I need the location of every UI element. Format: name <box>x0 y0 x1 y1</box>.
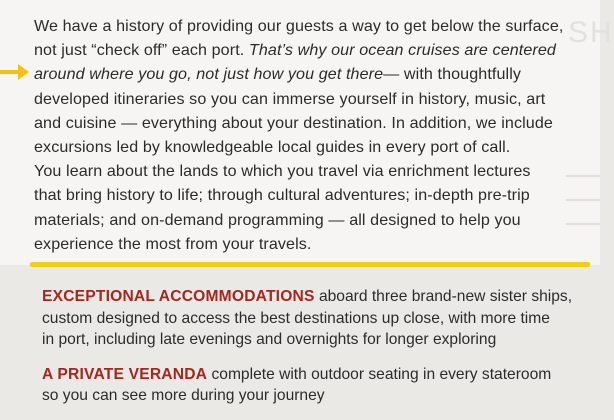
text-span: materials; and on-demand programming — all designed to help you <box>34 210 521 229</box>
right-arrow-icon <box>0 62 30 82</box>
feature-list <box>42 286 592 420</box>
text-span: developed itineraries so you can immerse yourself in history, music, art <box>34 89 546 108</box>
text-span: and cuisine — everything about your destination. In addition, we include <box>34 113 553 132</box>
text-line <box>34 14 574 38</box>
text-line <box>34 183 574 207</box>
text-line <box>34 62 574 86</box>
text-line <box>34 159 574 183</box>
bleed-through-heading: SH <box>568 16 614 49</box>
feature-highlight: EXCEPTIONAL ACCOMMODATIONS <box>42 288 315 305</box>
text-line <box>34 208 574 232</box>
text-line <box>34 232 574 256</box>
text-line <box>34 111 574 135</box>
feature-text: so you can see more during your journey <box>42 387 325 405</box>
feature-text: custom designed to access the best destinations up close, with more time <box>42 309 550 327</box>
yellow-highlight-bar <box>30 262 590 267</box>
feature-text: complete with outdoor seating in every stateroom <box>211 365 552 383</box>
text-span: that bring history to life; through cultural adventures; in-depth pre-trip <box>34 186 530 205</box>
feature-veranda <box>42 364 592 407</box>
text-span: not just “check off” each port. <box>34 41 245 60</box>
feature-text: in port, including late evenings and overnights for longer exploring <box>42 331 497 349</box>
text-span: excursions led by knowledgeable local guides in every port of call. <box>34 138 511 157</box>
text-span: We have a history of providing our guests a way to get below the surface, <box>34 17 564 35</box>
feature-accommodations <box>42 286 592 351</box>
text-line <box>34 38 574 62</box>
text-span: experience the most from your travels. <box>34 234 312 253</box>
body-paragraph <box>34 14 574 256</box>
text-line <box>34 135 574 159</box>
text-span: — with thoughtfully <box>383 65 522 84</box>
text-line <box>34 87 574 111</box>
italic-emphasis: around where you go, not just how you get there <box>34 65 384 84</box>
feature-text: aboard three brand-new sister ships, <box>318 288 573 305</box>
feature-highlight: A PRIVATE VERANDA <box>42 365 208 383</box>
italic-emphasis: That’s why our ocean cruises are centered <box>248 41 556 60</box>
text-span: You learn about the lands to which you travel via enrichment lectures <box>34 162 531 181</box>
